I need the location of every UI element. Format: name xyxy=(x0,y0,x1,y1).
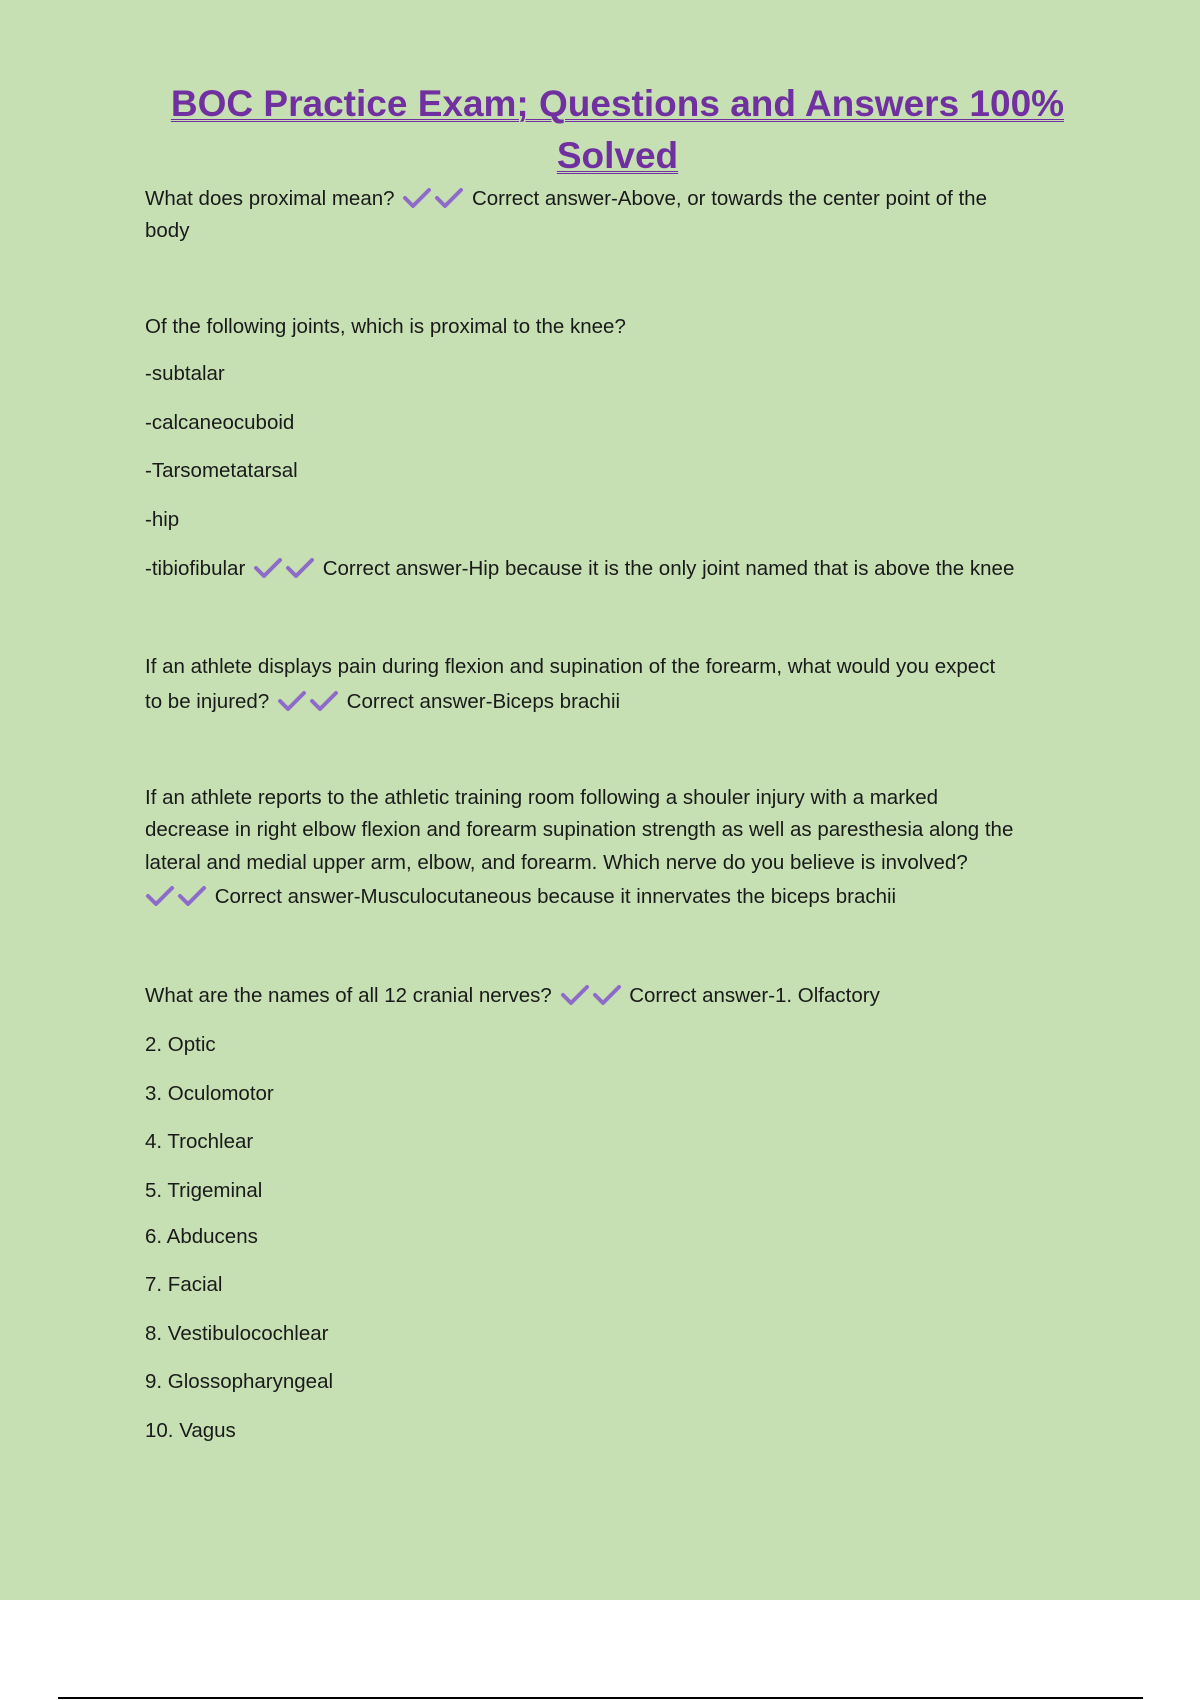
q2-option: -calcaneocuboid xyxy=(145,411,295,434)
cranial-nerve-item: 6. Abducens xyxy=(145,1225,258,1248)
q1-answer: Correct answer-Above, or towards the center point of the xyxy=(471,187,987,210)
q3-question-line-2: to be injured? xyxy=(145,690,270,713)
cranial-nerve-item: 7. Facial xyxy=(145,1273,223,1296)
double-checkmark-icon xyxy=(560,984,622,1006)
footer-rule xyxy=(58,1697,1143,1699)
q3-question-line-1: If an athlete displays pain during flexion and supination of the forearm, what would you expect xyxy=(145,655,996,678)
q4-question-line-3: lateral and medial upper arm, elbow, and forearm. Which nerve do you believe is involved? xyxy=(145,851,968,874)
document-title xyxy=(145,78,1090,182)
double-checkmark-icon xyxy=(277,690,339,712)
q2-option: -tibiofibular xyxy=(145,557,246,580)
q2-option: -subtalar xyxy=(145,362,225,385)
q5-line-1 xyxy=(145,980,1085,1012)
q5-question: What are the names of all 12 cranial nerves? xyxy=(145,984,552,1007)
q5-answer: Correct answer-1. Olfactory xyxy=(629,984,880,1007)
cranial-nerve-item: 8. Vestibulocochlear xyxy=(145,1322,329,1345)
cranial-nerve-item: 9. Glossopharyngeal xyxy=(145,1370,334,1393)
q1-question: What does proximal mean? xyxy=(145,187,395,210)
q2-answer: Correct answer-Hip because it is the only joint named that is above the knee xyxy=(322,557,1015,580)
q4-answer: Correct answer-Musculocutaneous because it innervates the biceps brachii xyxy=(214,885,897,908)
double-checkmark-icon xyxy=(145,885,207,907)
q1-answer-continued: body xyxy=(145,219,190,242)
cranial-nerve-item: 3. Oculomotor xyxy=(145,1082,274,1105)
cranial-nerve-item: 5. Trigeminal xyxy=(145,1179,263,1202)
q2-question: Of the following joints, which is proximal to the knee? xyxy=(145,315,626,338)
cranial-nerve-item: 4. Trochlear xyxy=(145,1130,254,1153)
double-checkmark-icon xyxy=(402,187,464,209)
q2-option: -Tarsometatarsal xyxy=(145,459,298,482)
q3-line-2 xyxy=(145,686,1085,718)
q2-option: -hip xyxy=(145,508,180,531)
cranial-nerve-item: 10. Vagus xyxy=(145,1419,236,1442)
q3-answer: Correct answer-Biceps brachii xyxy=(346,690,621,713)
title-line-1: BOC Practice Exam; Questions and Answers 100% xyxy=(170,83,1065,124)
title-line-2: Solved xyxy=(556,135,679,176)
double-checkmark-icon xyxy=(253,557,315,579)
q4-question-line-2: decrease in right elbow flexion and forearm supination strength as well as paresthesia along the xyxy=(145,818,1014,841)
cranial-nerve-item: 2. Optic xyxy=(145,1033,216,1056)
q2-last-option-line xyxy=(145,553,1085,585)
q4-answer-line xyxy=(145,881,1085,913)
q1-line-1 xyxy=(145,183,1085,215)
q4-question-line-1: If an athlete reports to the athletic training room following a shouler injury with a marked xyxy=(145,786,939,809)
